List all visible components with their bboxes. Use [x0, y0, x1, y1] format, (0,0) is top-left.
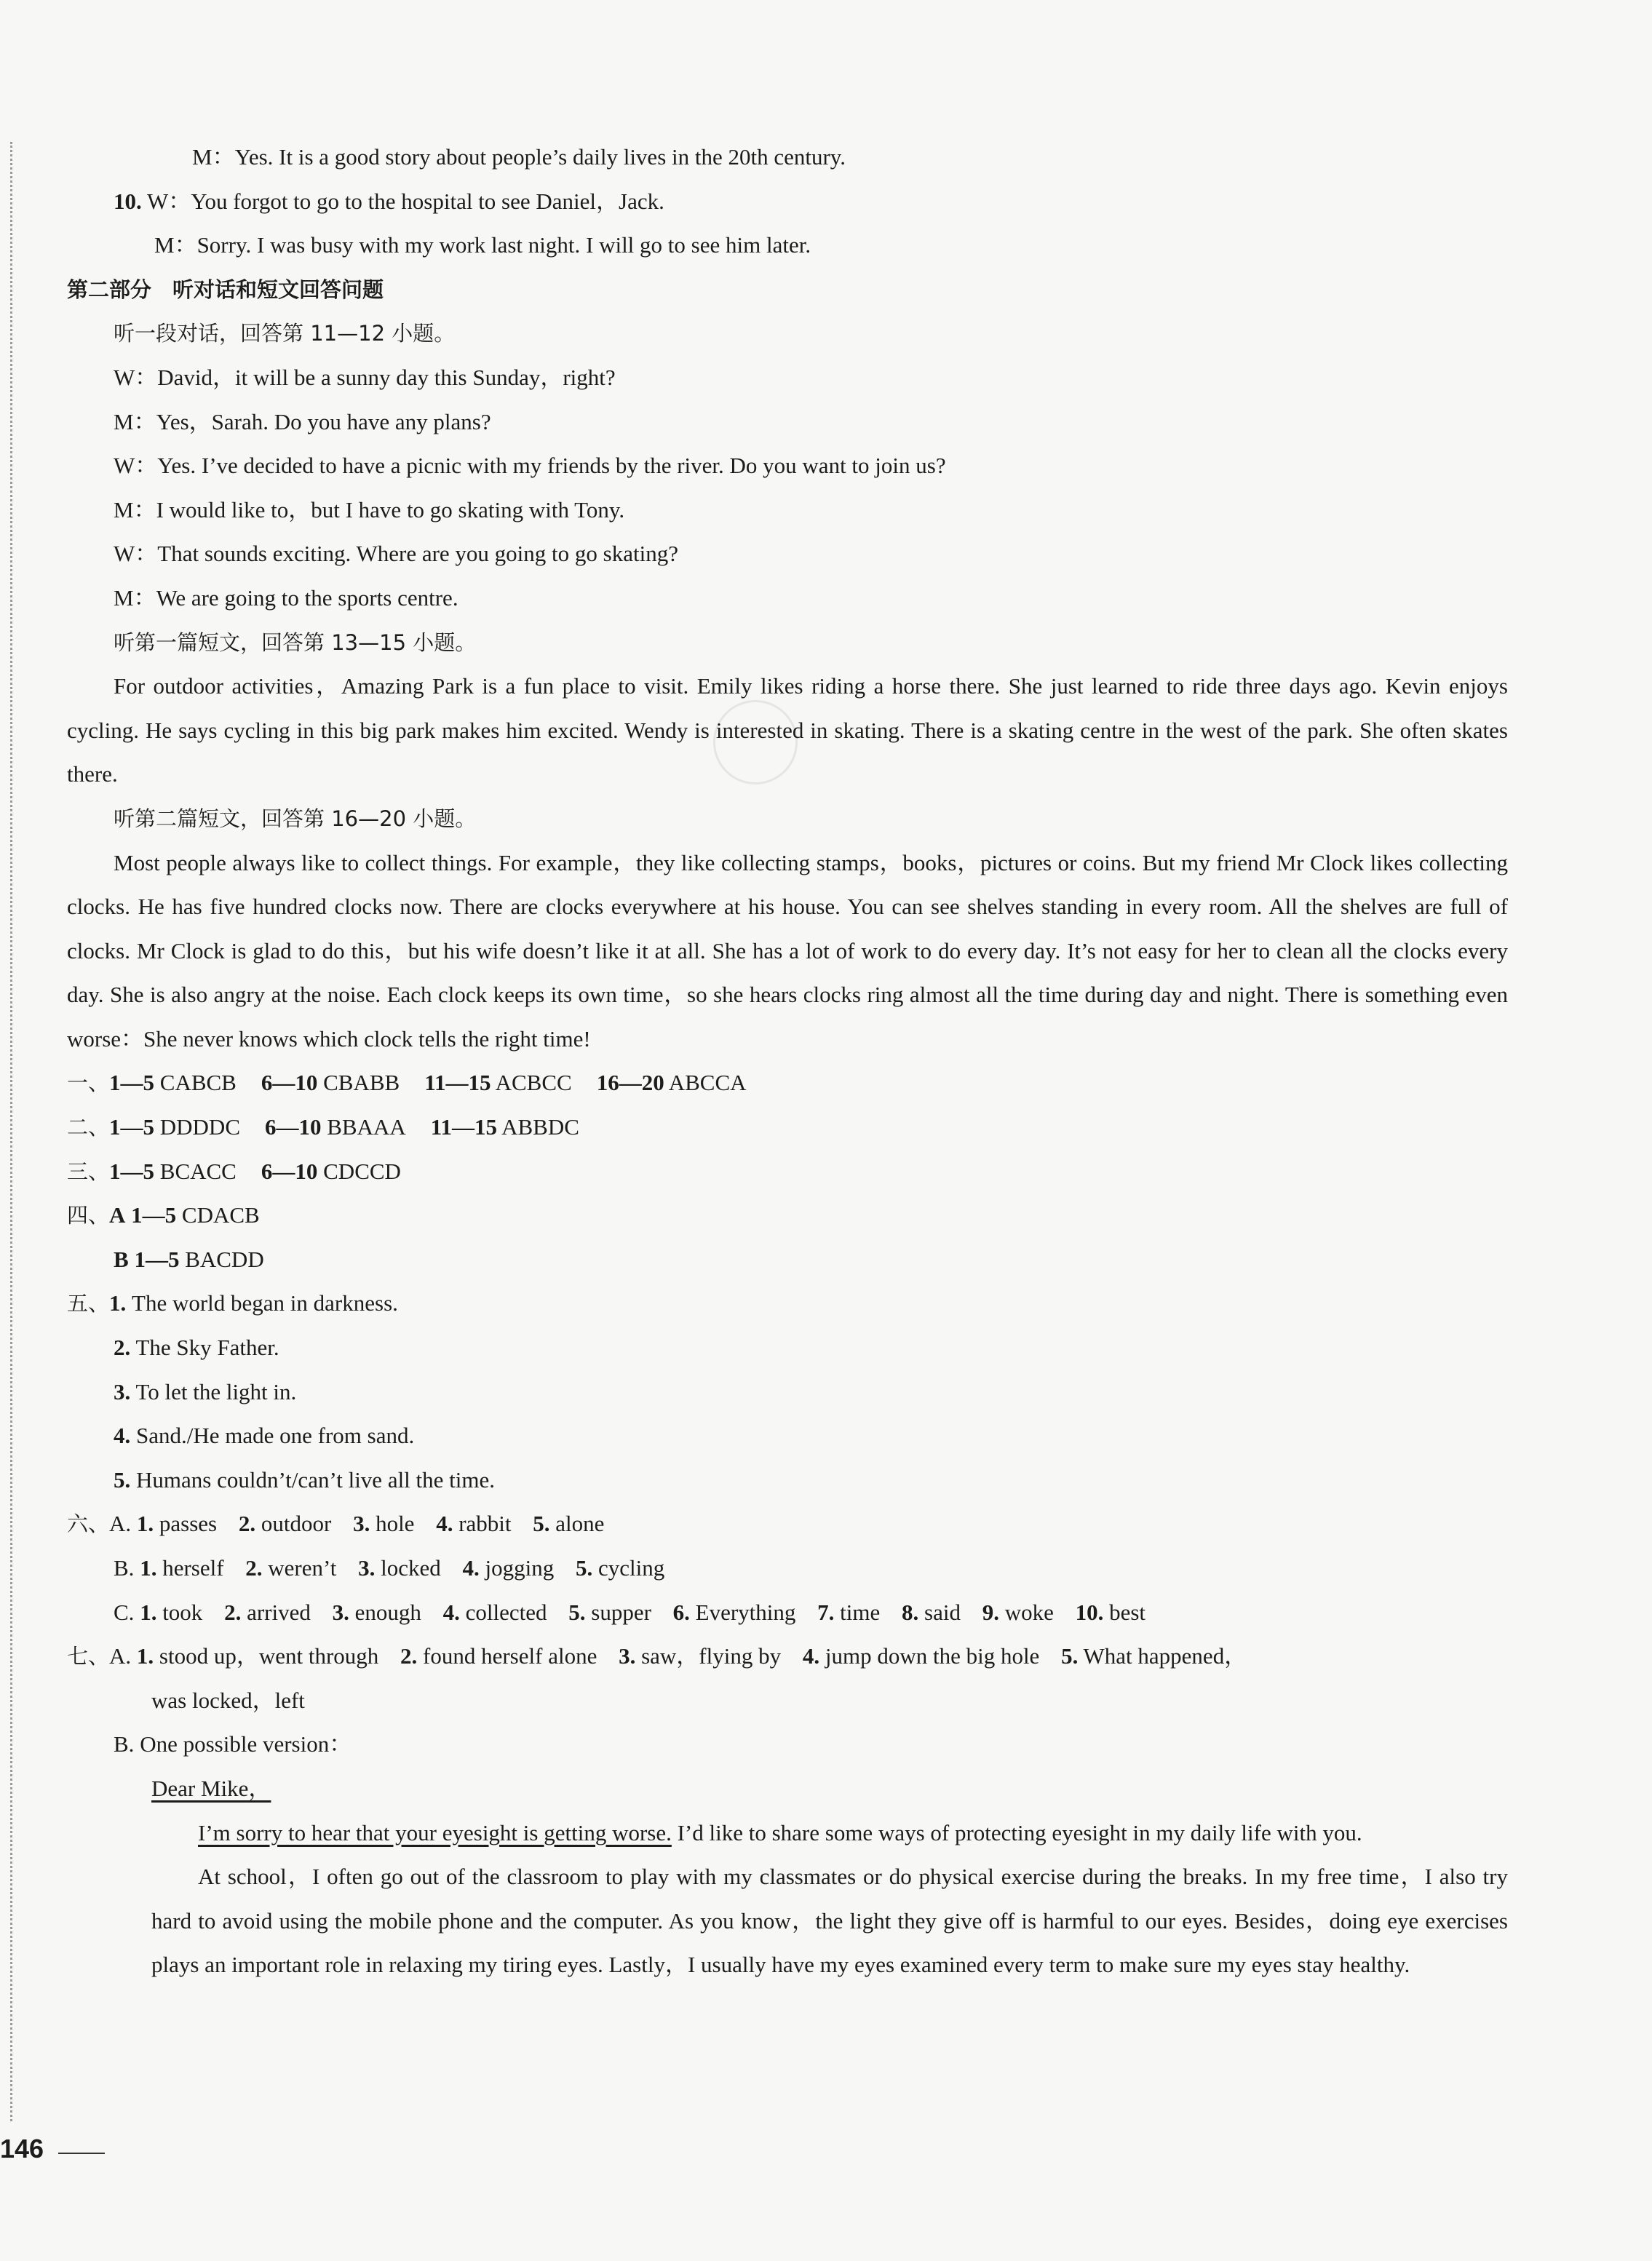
answer-word: collected	[465, 1599, 547, 1625]
answer-key: CBABB	[323, 1070, 400, 1096]
answer-row-7a-cont: was locked，left	[151, 1687, 305, 1713]
answer-key: CDCCD	[323, 1158, 401, 1184]
answer-key: ABBDC	[501, 1114, 579, 1140]
answer-word: passes	[159, 1511, 218, 1537]
answer-phrase: found herself alone	[423, 1643, 597, 1669]
item-number: 3.	[358, 1555, 376, 1581]
passage-paragraph: Most people always like to collect things. For example，they like collecting stamps，books，pictures or coins. But my friend Mr Clock likes collecting clocks. He has five hundred clocks now. There are clocks everywhere at his house. You can see shelves standing in every room. All the shelves are full of clocks. Mr Clock is glad to do this，but his wife doesn’t like it at all. She has a lot of work to do every day. It’s not easy for her to clean all the clocks every day. She is also angry at the noise. Each clock keeps its own time，so she hears clocks ring almost all the time during day and night. There is something even worse：She never knows which clock tells the right time!	[67, 849, 1508, 1052]
answer-word: arrived	[247, 1599, 311, 1625]
part-label: A	[109, 1202, 126, 1228]
answer-row-5-2	[67, 1326, 1508, 1370]
item-number: 5.	[576, 1555, 593, 1581]
margin-dotted-line	[10, 142, 12, 2121]
range: 6—10	[261, 1158, 318, 1184]
answer-row-4a	[67, 1193, 1508, 1238]
answer-key: BCACC	[159, 1158, 237, 1184]
listening-instruction: 听第二篇短文，回答第 16—20 小题。	[114, 806, 477, 831]
answer-row-6b	[67, 1546, 1508, 1591]
answer-row-7b	[67, 1722, 1508, 1767]
answer-key: CDACB	[181, 1202, 260, 1228]
answer-text: The Sky Father.	[135, 1335, 279, 1361]
answer-word: weren’t	[268, 1555, 337, 1581]
section-label: 二、	[67, 1115, 110, 1140]
range: 11—15	[424, 1070, 491, 1096]
answer-phrase: saw，flying by	[641, 1643, 782, 1669]
answer-text: To let the light in.	[135, 1378, 297, 1404]
dialogue-line: M：I would like to，but I have to go skating with Tony.	[114, 496, 625, 522]
item-number: 3.	[353, 1511, 370, 1537]
answer-row-6c	[67, 1591, 1508, 1635]
answer-word: supper	[591, 1599, 651, 1625]
answer-row-1	[67, 1061, 1508, 1105]
answer-word: enough	[354, 1599, 421, 1625]
page-number: 146	[0, 2134, 44, 2163]
listening-instruction: 听第一篇短文，回答第 13—15 小题。	[114, 629, 477, 655]
answer-word: cycling	[598, 1555, 665, 1581]
item-number: 8.	[902, 1599, 919, 1625]
section-label: 三、	[67, 1159, 110, 1184]
part-label: B	[114, 1246, 129, 1272]
answer-row-4b	[67, 1238, 1508, 1282]
answer-row-3	[67, 1150, 1508, 1194]
answer-key: BBAAA	[327, 1114, 406, 1140]
part-label: A.	[109, 1511, 132, 1537]
item-number: 4.	[462, 1555, 480, 1581]
item-number: 6.	[672, 1599, 690, 1625]
item-number: 3.	[332, 1599, 349, 1625]
item-number: 4.	[436, 1511, 453, 1537]
item-number: 10.	[114, 188, 142, 214]
answer-row-5-5	[67, 1458, 1508, 1503]
answer-row-5-3	[67, 1370, 1508, 1415]
range: 6—10	[261, 1070, 318, 1096]
dialogue-line: W：David，it will be a sunny day this Sunday，right?	[114, 364, 616, 390]
letter-greeting	[67, 1767, 1508, 1811]
answer-word: took	[162, 1599, 203, 1625]
answer-key: BACDD	[185, 1246, 264, 1272]
answer-phrase: jump down the big hole	[825, 1643, 1040, 1669]
item-number: 5.	[568, 1599, 586, 1625]
underlined-sentence: I’m sorry to hear that your eyesight is getting worse.	[198, 1819, 672, 1845]
dialogue-line: W：That sounds exciting. Where are you going to go skating?	[114, 541, 678, 567]
dialogue-line: W：Yes. I’ve decided to have a picnic with my friends by the river. Do you want to join us?	[114, 453, 946, 479]
section-label: 四、	[67, 1203, 110, 1228]
part-label: A.	[109, 1643, 132, 1669]
range: 1—5	[109, 1158, 155, 1184]
dialogue-line: M：Sorry. I was busy with my work last night. I will go to see him later.	[154, 232, 811, 258]
answer-word: time	[840, 1599, 881, 1625]
range: 16—20	[596, 1070, 664, 1096]
item-number: 5.	[533, 1511, 550, 1537]
listening-instruction: 听一段对话，回答第 11—12 小题。	[114, 321, 456, 346]
item-number: 4.	[114, 1423, 131, 1449]
range: 6—10	[265, 1114, 322, 1140]
answer-row-6a	[67, 1502, 1508, 1546]
item-number: 1.	[136, 1511, 154, 1537]
range: 1—5	[109, 1070, 155, 1096]
passage-paragraph: For outdoor activities，Amazing Park is a fun place to visit. Emily likes riding a horse there. She just learned to ride three days ago. Kevin enjoys cycling. He says cycling in this big park makes him excited. Wendy is interested in skating. There is a skating centre in the west of the park. She often skates there.	[67, 673, 1508, 787]
section-label: 一、	[67, 1070, 110, 1096]
section-heading: 第二部分 听对话和短文回答问题	[67, 277, 384, 302]
letter-paragraph: At school，I often go out of the classroom to play with my classmates or do physical exercise during the breaks. In my free time，I also try hard to avoid using the mobile phone and the computer. As you know，the light they give off is harmful to our eyes. Besides，doing eye exercises plays an important role in relaxing my tiring eyes. Lastly，I usually have my eyes examined every term to make sure my eyes stay healthy.	[151, 1864, 1508, 1978]
answer-word: herself	[162, 1555, 224, 1581]
part-label: C.	[114, 1599, 135, 1625]
answer-key: ABCCA	[668, 1070, 747, 1096]
answer-row-7a	[67, 1634, 1508, 1679]
answer-word: best	[1109, 1599, 1146, 1625]
section-label: 五、	[67, 1291, 110, 1316]
answer-word: alone	[555, 1511, 605, 1537]
item-number: 5.	[114, 1466, 131, 1493]
answer-row-5-1	[67, 1282, 1508, 1326]
dialogue-line: M：Yes，Sarah. Do you have any plans?	[114, 408, 491, 434]
answer-key: ACBCC	[495, 1070, 572, 1096]
item-number: 2.	[400, 1643, 418, 1669]
answer-key: DDDDC	[159, 1114, 240, 1140]
answer-word: jogging	[485, 1555, 555, 1581]
item-number: 4.	[442, 1599, 460, 1625]
item-number: 1.	[136, 1643, 154, 1669]
part-label: B.	[114, 1555, 135, 1581]
item-number: 1.	[140, 1555, 157, 1581]
item-number: 2.	[238, 1511, 256, 1537]
item-number: 2.	[224, 1599, 242, 1625]
item-number: 5.	[1061, 1643, 1079, 1669]
answer-row-5-4	[67, 1414, 1508, 1458]
page-number-rule	[58, 2153, 105, 2154]
part-label: B.	[114, 1731, 135, 1757]
answer-key: CABCB	[159, 1070, 237, 1096]
answer-text: The world began in darkness.	[132, 1290, 398, 1316]
essay-intro: One possible version：	[140, 1731, 352, 1757]
range: 1—5	[134, 1246, 180, 1272]
range: 1—5	[109, 1114, 155, 1140]
dialogue-line: M：We are going to the sports centre.	[114, 584, 458, 611]
dialogue-text: W：You forgot to go to the hospital to see Daniel，Jack.	[141, 188, 664, 214]
answer-text: Humans couldn’t/can’t live all the time.	[136, 1466, 496, 1493]
answer-row-2	[67, 1105, 1508, 1150]
answer-word: hole	[376, 1511, 415, 1537]
answer-word: rabbit	[458, 1511, 512, 1537]
answer-phrase: What happened，	[1083, 1643, 1247, 1669]
section-label: 六、	[67, 1511, 110, 1537]
item-number: 3.	[619, 1643, 636, 1669]
dialogue-line	[67, 180, 1508, 224]
answer-word: Everything	[695, 1599, 796, 1625]
answer-phrase: stood up，went through	[159, 1643, 379, 1669]
answer-word: said	[924, 1599, 961, 1625]
item-number: 1.	[109, 1290, 127, 1316]
answer-page	[67, 135, 1508, 1987]
greeting-text: Dear Mike，	[151, 1775, 271, 1801]
letter-paragraph	[67, 1811, 1508, 1856]
section-label: 七、	[67, 1644, 110, 1669]
item-number: 7.	[817, 1599, 835, 1625]
item-number: 3.	[114, 1378, 131, 1404]
item-number: 2.	[245, 1555, 263, 1581]
range: 1—5	[131, 1202, 177, 1228]
answer-text: Sand./He made one from sand.	[136, 1423, 415, 1449]
item-number: 2.	[114, 1335, 131, 1361]
answer-word: outdoor	[261, 1511, 332, 1537]
item-number: 10.	[1075, 1599, 1104, 1625]
item-number: 1.	[140, 1599, 157, 1625]
item-number: 9.	[982, 1599, 999, 1625]
range: 11—15	[430, 1114, 498, 1140]
answer-word: locked	[381, 1555, 441, 1581]
dialogue-line: M：Yes. It is a good story about people’s daily lives in the 20th century.	[192, 144, 846, 170]
answer-word: woke	[1004, 1599, 1054, 1625]
paragraph-text: I’d like to share some ways of protecting eyesight in my daily life with you.	[671, 1819, 1362, 1845]
item-number: 4.	[802, 1643, 820, 1669]
